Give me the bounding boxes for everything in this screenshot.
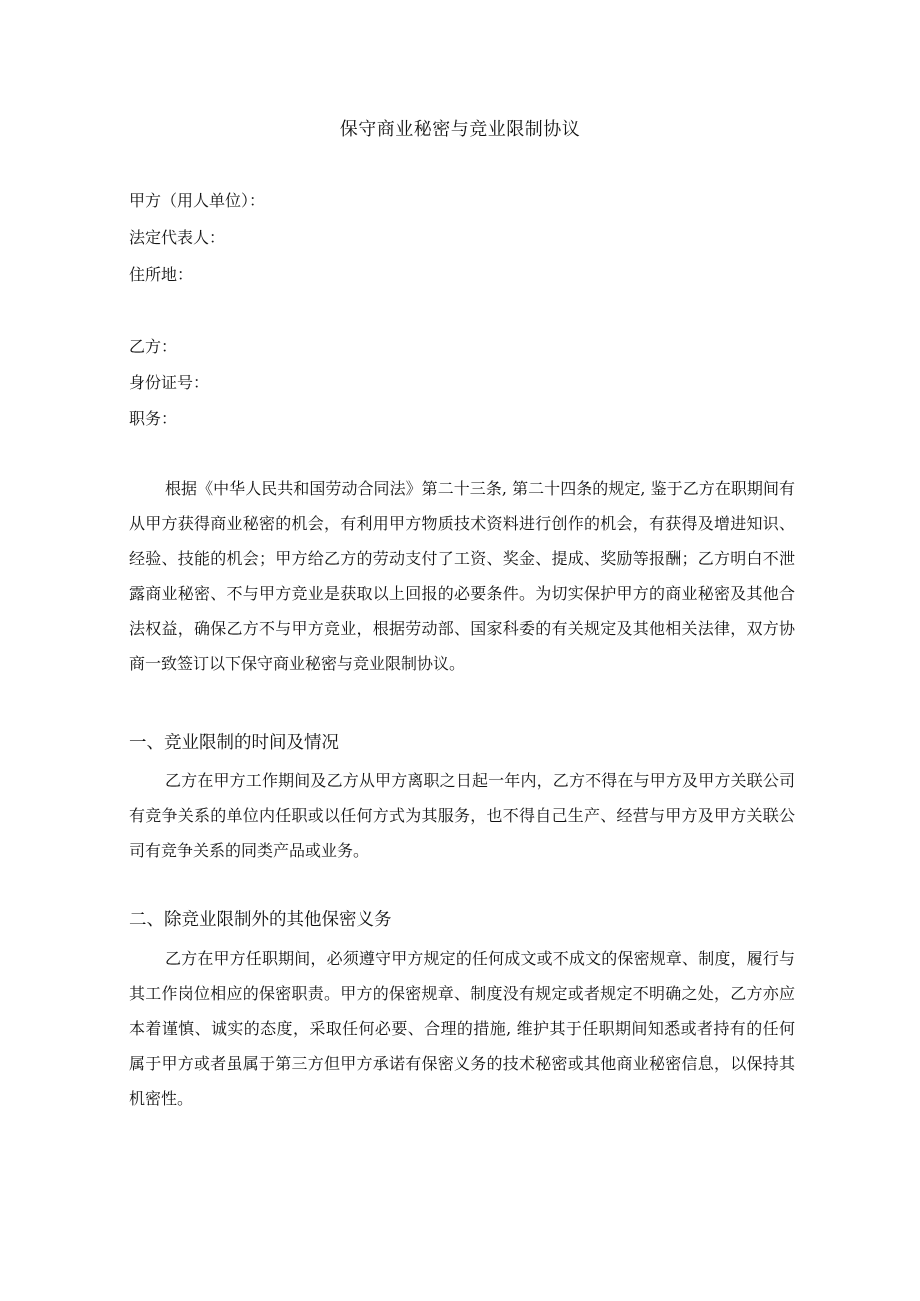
section-heading-1: 一、竞业限制的时间及情况: [129, 733, 339, 753]
section-body-2: 乙方在甲方任职期间，必须遵守甲方规定的任何成文或不成文的保密规章、制度，履行与其工作岗位相应的保密职责。甲方的保密规章、制度没有规定或者规定不明确之处，乙方亦应本着谨慎、诚实的态度，采取任何必要、合理的措施, 维护其于任职期间知悉或者持有的任何属于甲方或者虽属于第三方但甲方承诺有保密义务的技术秘密或其他商业秘密信息，以保持其机密性。: [129, 949, 795, 1108]
preamble-paragraph: 根据《中华人民共和国劳动合同法》第二十三条, 第二十四条的规定, 鉴于乙方在职期间有从甲方获得商业秘密的机会，有利用甲方物质技术资料进行创作的机会，有获得及增进知识、经验、技能的机会；甲方给乙方的劳动支付了工资、奖金、提成、奖励等报酬；乙方明白不泄露商业秘密、不与甲方竞业是获取以上回报的必要条件。为切实保护甲方的商业秘密及其他合法权益，确保乙方不与甲方竞业，根据劳动部、国家科委的有关规定及其他相关法律，双方协商一致签订以下保守商业秘密与竞业限制协议。: [129, 479, 795, 673]
section-heading-2: 二、除竞业限制外的其他保密义务: [129, 910, 392, 930]
party-a-label: 甲方（用人单位）：: [129, 191, 266, 210]
position-label: 职务：: [129, 409, 178, 428]
address-label: 住所地：: [129, 265, 194, 284]
legal-representative-label: 法定代表人：: [129, 228, 226, 247]
id-number-label: 身份证号：: [129, 373, 210, 392]
document-title: 保守商业秘密与竞业限制协议: [339, 119, 581, 140]
section-body-1: 乙方在甲方工作期间及乙方从甲方离职之日起一年内，乙方不得在与甲方及甲方关联公司有竞争关系的单位内任职或以任何方式为其服务，也不得自己生产、经营与甲方及甲方关联公司有竞争关系的同类产品或业务。: [129, 771, 795, 860]
party-b-label: 乙方：: [129, 337, 178, 356]
